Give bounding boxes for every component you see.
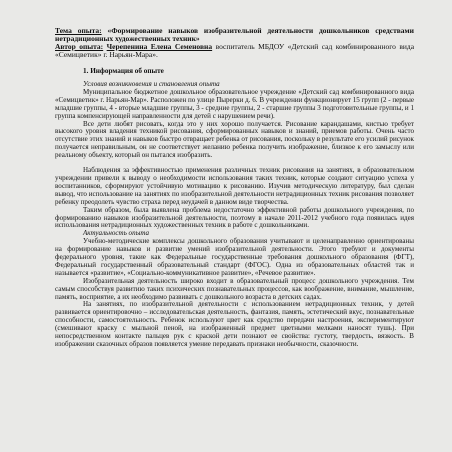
subhead-relevance: Актуальность опыта bbox=[83, 229, 150, 238]
paragraph: Учебно-методические комплексы дошкольного образования учитывают и целенаправленно ориентированы на формирование навыков и развитие умений изобразительной деятельности. Этого требуют и документы федерального уровня, такие как Федеральные государственные требования дошкольного образования (ФГТ), Федеральный государственный образовательный стандарт (ФГОС). Одна из образовательных областей так и называется «развитие», «Социально-коммуникативное развитие», «Речевое развитие». bbox=[55, 237, 414, 277]
author-name: Черепенина Елена Семеновна bbox=[106, 42, 213, 51]
topic-label: Тема опыта: bbox=[55, 26, 102, 35]
author-label: Автор опыта: bbox=[55, 42, 104, 51]
paragraph: Все дети любят рисовать, когда это у них хорошо получается. Рисование карандашами, кистью требует высокого уровня владения техникой рисования, сформированных навыков и знаний, приемов работы. Очень часто отсутствие этих знаний и навыков быстро отвращает ребенка от рисования, поскольку в результате его усилий рисунок получается неправильным, он не соответствует желанию ребенка получить изображение, близкое к его замыслу или реальному объекту, который он пытался изобразить. bbox=[55, 119, 414, 160]
topic-text: «Формирование навыков изобразительной деятельности дошкольников средствами нетрадиционных художественных техник» bbox=[55, 26, 414, 43]
paragraph: Муниципальное бюджетное дошкольное образовательное учреждение «Детский сад комбинированного вида «Семицветик» г. Нарьян-Мар». Расположен по улице Пырерки д. 6. В учреждении функционирует 15 групп (2 - первые младшие группы, 4 - вторые младшие группы, 3 - средние группы, 2 - старшие группы 3 подготовительные группы, и 1 группа компенсирующей направленности для детей с нарушением речи). bbox=[55, 87, 415, 120]
paragraph: Изобразительная деятельность широко входит в образовательный процесс дошкольного учреждения. Тем самым способствуя развитию таких психических познавательных процессов, как воображение, внимание, мышление, память, восприятие, а их необходимо развивать с дошкольного возраста в детских садах. bbox=[55, 276, 414, 301]
experience-topic bbox=[55, 27, 414, 43]
experience-author bbox=[55, 43, 414, 59]
author-text: воспитатель МБДОУ «Детский сад комбинированного вида «Семицветик» г. Нарьян-Мара». bbox=[55, 42, 415, 59]
paragraph: Таким образом, была выявлена проблема недостаточно эффективной работы дошкольного учреждения, по формированию навыков изобразительной деятельности, поэтому в начале 2011-2012 учебного года появилась идея использования нетрадиционных художественных техник в работе с дошкольниками. bbox=[55, 205, 414, 230]
subhead-origin: Условия возникновения и становления опыта bbox=[83, 80, 220, 88]
paragraph: Наблюдения за эффективностью применения различных техник рисования на занятиях, в образовательном учреждении привели к выводу о необходимости использования таких техник, которые создают ситуацию успеха у воспитанников, сформируют устойчивую мотивацию к рисованию. Изучив методическую литературу, был сделан вывод, что использование на занятиях по изобразительной деятельности нетрадиционных техник рисования позволяет ребенку преодолеть чувство страха перед неудачей в данном виде творчества. bbox=[55, 166, 414, 206]
section-title: 1. Информация об опыте bbox=[83, 67, 164, 75]
paragraph: На занятиях, по изобразительной деятельности с использованием нетрадиционных техник, у детей развивается ориентировочно – исследовательская деятельность, фантазия, память, эстетический вкус, познавательные способности, самостоятельность. Ребенок используют цвет как средство передачи настроения, экспериментируют (смешивают краску с мыльной пеной, на изображенный предмет цветными мелками наносят тушь). При непосредственном контакте пальцев рук с краской дети познают ее свойства: густоту, твердость, вязкость. В изображении сказочных образов появляется умение передавать признаки необычности, сказочности. bbox=[55, 300, 414, 348]
